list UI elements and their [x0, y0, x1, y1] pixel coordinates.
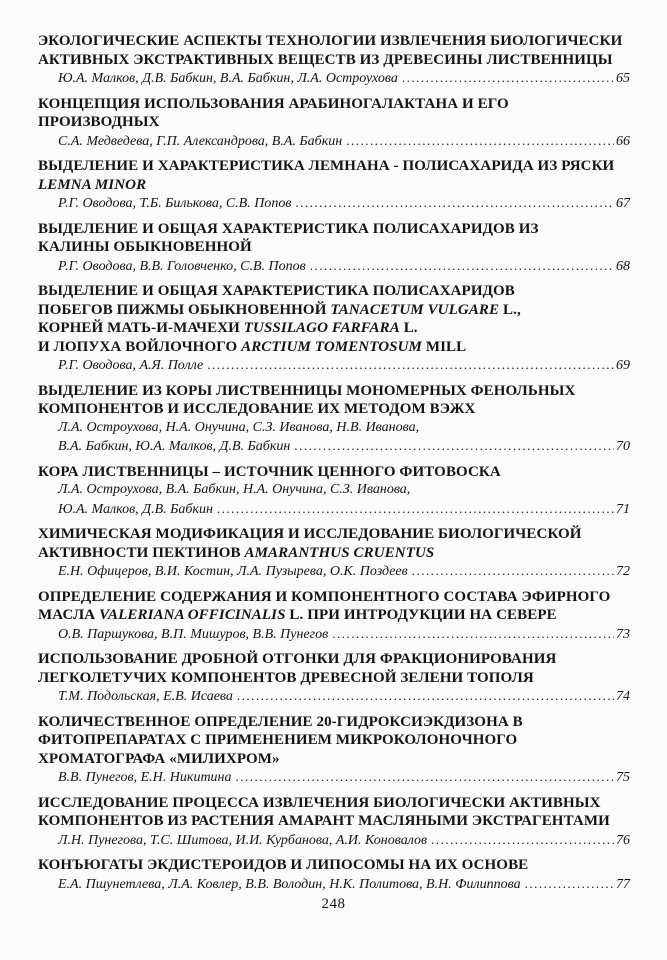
title-text: КОЛИЧЕСТВЕННОЕ ОПРЕДЕЛЕНИЕ 20-ГИДРОКСИЭКДИЗОНА В [38, 713, 523, 730]
title-line [38, 606, 630, 625]
title-text: ВЫДЕЛЕНИЕ ИЗ КОРЫ ЛИСТВЕННИЦЫ МОНОМЕРНЫХ ФЕНОЛЬНЫХ [38, 382, 576, 399]
toc-entry [38, 32, 630, 89]
title-line [38, 95, 630, 114]
title-line [38, 812, 630, 831]
title-line [38, 588, 630, 607]
entry-authors: В.В. Пунегов, Е.Н. Никитина [58, 770, 232, 785]
latin-species-name: AMARANTHUS CRUENTUS [244, 544, 435, 561]
entry-authors-row [58, 132, 630, 152]
title-text: МАСЛА [38, 607, 100, 623]
entry-title [38, 856, 630, 875]
entry-authors: Ю.А. Малков, Д.В. Бабкин, В.А. Бабкин, Л.А. Остроухова [58, 71, 398, 86]
entry-authors-row [58, 625, 630, 645]
entry-authors-row [58, 500, 630, 520]
entry-page-number: 70 [616, 439, 630, 454]
entry-title [38, 525, 630, 562]
title-text: ВЫДЕЛЕНИЕ И ОБЩАЯ ХАРАКТЕРИСТИКА ПОЛИСАХАРИДОВ ИЗ [38, 220, 539, 237]
entry-title [38, 713, 630, 769]
title-text: КОМПОНЕНТОВ ИЗ РАСТЕНИЯ АМАРАНТ МАСЛЯНЫМИ ЭКСТРАГЕНТАМИ [38, 813, 610, 829]
entry-authors-row [58, 481, 630, 500]
title-line [38, 338, 630, 357]
dot-leader [291, 194, 614, 213]
entry-title [38, 382, 630, 419]
toc-entries [38, 32, 630, 894]
entry-authors-row [58, 768, 630, 788]
toc-entry [38, 157, 630, 214]
title-line [38, 176, 630, 195]
entry-title [38, 157, 630, 194]
dot-leader [213, 500, 614, 519]
entry-authors: Р.Г. Оводова, А.Я. Полле [58, 358, 204, 373]
title-text: ХРОМАТОГРАФА «МИЛИХРОМ» [38, 750, 280, 767]
title-text: ВЫДЕЛЕНИЕ И ОБЩАЯ ХАРАКТЕРИСТИКА ПОЛИСАХАРИДОВ [38, 283, 515, 299]
page-footer-number: 248 [321, 896, 346, 912]
dot-leader [342, 132, 614, 151]
dot-leader [290, 437, 614, 456]
title-line [38, 319, 630, 338]
entry-title [38, 32, 630, 69]
latin-species-name: VALERIANA OFFICINALIS [99, 607, 286, 623]
entry-authors-row [58, 257, 630, 277]
latin-species-name: TANACETUM VULGARE [330, 301, 500, 318]
title-line [38, 794, 630, 813]
entry-page-number: 73 [616, 626, 630, 642]
toc-entry [38, 794, 630, 851]
title-line [38, 238, 630, 257]
title-text: ВЫДЕЛЕНИЕ И ХАРАКТЕРИСТИКА ЛЕМНАНА - ПОЛИСАХАРИДА ИЗ РЯСКИ [38, 158, 615, 174]
entry-authors: О.В. Паршукова, В.П. Мишуров, В.В. Пунегов [58, 626, 329, 642]
title-line [38, 382, 630, 401]
title-line [38, 282, 630, 301]
entry-title [38, 282, 630, 356]
entry-authors: С.А. Медведева, Г.П. Александрова, В.А. Бабкин [58, 133, 343, 149]
entry-authors-row [58, 875, 630, 895]
title-line [38, 856, 630, 875]
entry-authors-row [58, 562, 630, 582]
title-text: ОПРЕДЕЛЕНИЕ СОДЕРЖАНИЯ И КОМПОНЕНТНОГО СОСТАВА ЭФИРНОГО [38, 588, 611, 605]
latin-species-name: ARCTIUM TOMENTOSUM [241, 338, 422, 355]
title-text: КОРНЕЙ МАТЬ-И-МАЧЕХИ [38, 320, 244, 336]
title-text: ЛЕГКОЛЕТУЧИХ КОМПОНЕНТОВ ДРЕВЕСНОЙ ЗЕЛЕНИ ТОПОЛЯ [38, 669, 534, 686]
entry-authors-row [58, 687, 630, 707]
dot-leader [427, 831, 614, 850]
toc-entry [38, 856, 630, 894]
entry-authors-row [58, 194, 630, 214]
title-line [38, 544, 630, 563]
dot-leader [521, 875, 614, 894]
latin-species-name: TUSSILAGO FARFARA [243, 320, 400, 336]
title-text: L. ПРИ ИНТРОДУКЦИИ НА СЕВЕРЕ [285, 607, 557, 623]
entry-title [38, 588, 630, 625]
title-text: ХИМИЧЕСКАЯ МОДИФИКАЦИЯ И ИССЛЕДОВАНИЕ БИОЛОГИЧЕСКОЙ [38, 526, 582, 542]
dot-leader [398, 69, 614, 88]
title-text: И ЛОПУХА ВОЙЛОЧНОГО [38, 338, 242, 355]
entry-page-number: 74 [616, 689, 630, 704]
toc-entry [38, 220, 630, 277]
entry-page-number: 65 [616, 71, 630, 86]
title-line [38, 51, 630, 70]
dot-leader [408, 562, 614, 581]
toc-entry [38, 588, 630, 645]
toc-entry [38, 650, 630, 707]
entry-authors: Е.Н. Офицеров, В.И. Костин, Л.А. Пузырева, О.К. Поздеев [58, 564, 408, 579]
entry-title [38, 95, 630, 132]
entry-page-number: 75 [616, 770, 630, 785]
title-line [38, 669, 630, 688]
entry-authors-row [58, 419, 630, 438]
title-text: КОРА ЛИСТВЕННИЦЫ – ИСТОЧНИК ЦЕННОГО ФИТОВОСКА [38, 463, 501, 480]
title-line [38, 463, 630, 482]
title-line [38, 220, 630, 239]
title-text: ФИТОПРЕПАРАТАХ С ПРИМЕНЕНИЕМ МИКРОКОЛОНОЧНОГО [38, 732, 518, 748]
title-text: КОМПОНЕНТОВ И ИССЛЕДОВАНИЕ ИХ МЕТОДОМ ВЭЖХ [38, 401, 476, 417]
entry-page-number: 67 [616, 196, 630, 211]
entry-authors-row [58, 831, 630, 851]
title-line [38, 525, 630, 544]
entry-authors: Е.А. Пшунетлева, Л.А. Ковлер, В.В. Володин, Н.К. Политова, В.Н. Филиппова [58, 876, 521, 892]
entry-authors: Р.Г. Оводова, В.В. Головченко, С.В. Попов [58, 258, 306, 274]
entry-page-number: 66 [616, 133, 630, 149]
entry-title [38, 650, 630, 687]
toc-entry [38, 525, 630, 582]
latin-species-name: LEMNA MINOR [38, 176, 147, 193]
title-line [38, 400, 630, 419]
toc-entry [38, 463, 630, 520]
dot-leader [203, 356, 614, 375]
title-text: ИСПОЛЬЗОВАНИЕ ДРОБНОЙ ОТГОНКИ ДЛЯ ФРАКЦИОНИРОВАНИЯ [38, 651, 557, 667]
title-line [38, 32, 630, 51]
entry-page-number: 72 [616, 564, 630, 579]
entry-page-number: 69 [616, 358, 630, 373]
entry-authors: В.А. Бабкин, Ю.А. Малков, Д.В. Бабкин [58, 439, 291, 454]
toc-entry [38, 282, 630, 376]
entry-authors: Л.Н. Пунегова, Т.С. Шитова, И.И. Курбанова, А.И. Коновалов [58, 832, 428, 848]
entry-authors: Р.Г. Оводова, Т.Б. Билькова, С.В. Попов [58, 196, 292, 211]
entry-title [38, 463, 630, 482]
title-text: КОНЪЮГАТЫ ЭКДИСТЕРОИДОВ И ЛИПОСОМЫ НА ИХ ОСНОВЕ [38, 857, 529, 873]
dot-leader [232, 768, 614, 787]
title-text: АКТИВНОСТИ ПЕКТИНОВ [38, 544, 245, 561]
title-line [38, 650, 630, 669]
entry-authors-row [58, 69, 630, 89]
title-text: MILL [421, 338, 467, 355]
title-line [38, 750, 630, 769]
entry-page-number: 68 [616, 258, 630, 274]
entry-authors: Ю.А. Малков, Д.В. Бабкин [58, 501, 213, 517]
title-line [38, 731, 630, 750]
title-text: L., [499, 301, 521, 318]
toc-entry [38, 382, 630, 457]
title-text: АКТИВНЫХ ЭКСТРАКТИВНЫХ ВЕЩЕСТВ ИЗ ДРЕВЕСИНЫ ЛИСТВЕННИЦЫ [38, 51, 613, 68]
entry-page-number: 71 [616, 501, 630, 517]
title-text: ЭКОЛОГИЧЕСКИЕ АСПЕКТЫ ТЕХНОЛОГИИ ИЗВЛЕЧЕНИЯ БИОЛОГИЧЕСКИ [38, 33, 623, 49]
entry-page-number: 77 [616, 876, 630, 892]
toc-entry [38, 95, 630, 152]
entry-authors-row [58, 437, 630, 457]
title-text: КАЛИНЫ ОБЫКНОВЕННОЙ [38, 239, 252, 255]
title-text: КОНЦЕПЦИЯ ИСПОЛЬЗОВАНИЯ АРАБИНОГАЛАКТАНА И ЕГО [38, 95, 509, 112]
title-line [38, 713, 630, 732]
entry-title [38, 220, 630, 257]
dot-leader [306, 257, 614, 276]
title-line [38, 113, 630, 132]
entry-authors: Л.А. Остроухова, Н.А. Онучина, С.З. Иванова, Н.В. Иванова, [58, 419, 420, 435]
toc-entry [38, 713, 630, 788]
entry-authors-row [58, 356, 630, 376]
title-text: ИССЛЕДОВАНИЕ ПРОЦЕССА ИЗВЛЕЧЕНИЯ БИОЛОГИЧЕСКИ АКТИВНЫХ [38, 794, 601, 811]
entry-title [38, 794, 630, 831]
dot-leader [233, 687, 614, 706]
title-text: L. [399, 320, 418, 336]
title-text: ПОБЕГОВ ПИЖМЫ ОБЫКНОВЕННОЙ [38, 301, 331, 318]
dot-leader [328, 625, 614, 644]
title-line [38, 157, 630, 176]
title-text: ПРОИЗВОДНЫХ [38, 114, 160, 130]
entry-page-number: 76 [616, 832, 630, 848]
title-line [38, 301, 630, 320]
entry-authors: Т.М. Подольская, Е.В. Исаева [58, 689, 233, 704]
entry-authors: Л.А. Остроухова, В.А. Бабкин, Н.А. Онучина, С.З. Иванова, [58, 482, 411, 497]
